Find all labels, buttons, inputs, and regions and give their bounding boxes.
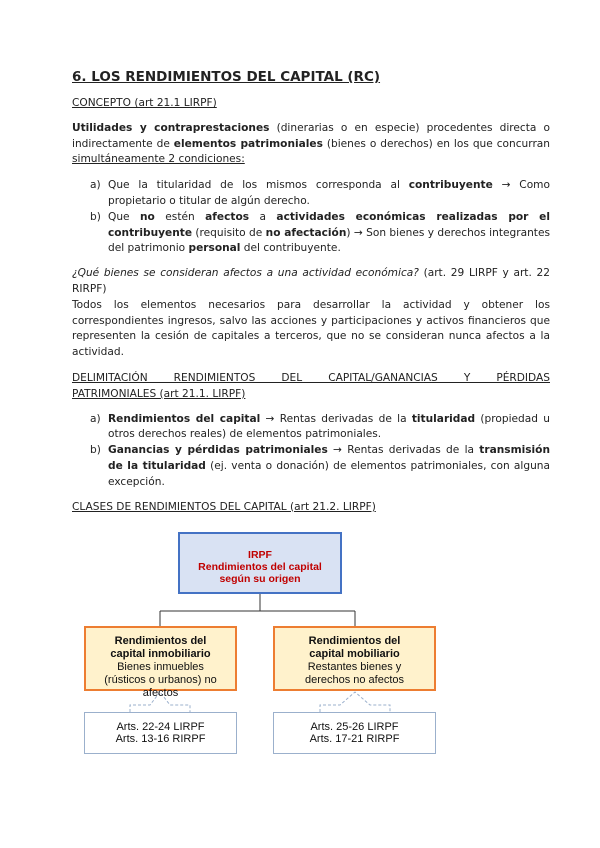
list-text: Que no estén afectos a actividades económicas realizadas por el contribuyente (requisito de no afectación) → Son bienes y derechos integrantes del patrimonio personal del contribuyente. bbox=[108, 210, 550, 255]
diagram-text: Arts. 17-21 RIRPF bbox=[309, 733, 400, 745]
concepto-list bbox=[90, 178, 550, 257]
document-page bbox=[72, 68, 550, 524]
diagram-arts-left bbox=[84, 712, 237, 754]
list-label: a) bbox=[90, 179, 101, 192]
list-label: b) bbox=[90, 444, 101, 457]
diagram-text: capital inmobiliario bbox=[110, 648, 211, 660]
list-item bbox=[90, 412, 550, 444]
list-label: a) bbox=[90, 412, 101, 425]
diagram-text: Rendimientos del bbox=[114, 635, 207, 647]
callout-right bbox=[320, 692, 390, 712]
delimitacion-list bbox=[90, 412, 550, 491]
list-item bbox=[90, 210, 550, 257]
concepto-paragraph bbox=[72, 121, 550, 168]
clases-heading: CLASES DE RENDIMIENTOS DEL CAPITAL (art 21.2. LIRPF) bbox=[72, 500, 376, 513]
diagram-text: capital mobiliario bbox=[309, 648, 400, 660]
delimitacion-heading-line1: DELIMITACIÓN RENDIMIENTOS DEL CAPITAL/GANANCIAS Y PÉRDIDAS bbox=[72, 371, 550, 384]
page-title: 6. LOS RENDIMIENTOS DEL CAPITAL (RC) bbox=[72, 69, 381, 85]
text-underlined: simultáneamente 2 condiciones: bbox=[72, 153, 245, 166]
concepto-heading: CONCEPTO (art 21.1 LIRPF) bbox=[72, 97, 217, 109]
text-bold: elementos patrimoniales bbox=[173, 137, 323, 150]
diagram-text: Rendimientos del capital bbox=[198, 561, 322, 573]
list-text: Que la titularidad de los mismos corresponda al contribuyente → Como propietario o titular de algún derecho. bbox=[108, 179, 550, 207]
diagram-arts-right bbox=[273, 712, 436, 754]
text: (bienes o derechos) en los que concurran bbox=[322, 137, 551, 150]
diagram-inmobiliario-box bbox=[84, 626, 237, 699]
diagram-text: según su origen bbox=[219, 573, 301, 585]
list-text: Rendimientos del capital → Rentas derivadas de la titularidad (propiedad u otros derechos reales) de elementos patrimoniales. bbox=[108, 412, 551, 441]
diagram-text: derechos no afectos bbox=[304, 674, 405, 686]
text-bold: Utilidades y contraprestaciones bbox=[72, 121, 270, 134]
list-item bbox=[90, 178, 550, 210]
diagram-text: IRPF bbox=[248, 549, 272, 561]
delimitacion-heading-line2: PATRIMONIALES (art 21.1. LIRPF) bbox=[72, 387, 246, 400]
afectos-question: ¿Qué bienes se consideran afectos a una actividad económica? (art. 29 LIRPF y art. 22 RIRPF) bbox=[72, 267, 550, 295]
diagram-text: Arts. 22-24 LIRPF bbox=[116, 721, 205, 733]
list-label: b) bbox=[90, 210, 101, 223]
list-item bbox=[90, 443, 550, 490]
diagram-text: Restantes bienes y bbox=[307, 661, 402, 673]
afectos-body: Todos los elementos necesarios para desarrollar la actividad y obtener los correspondientes ingresos, salvo las acciones y participaciones y activos financieros que representen la cesión de capitales a terceros, que no se consideran nunca afectos a la actividad. bbox=[72, 298, 550, 359]
diagram-text: Arts. 13-16 RIRPF bbox=[115, 733, 206, 745]
diagram-root-box bbox=[178, 532, 342, 594]
diagram-mobiliario-box bbox=[273, 626, 436, 691]
list-text: Ganancias y pérdidas patrimoniales → Rentas derivadas de la transmisión de la titularidad (ej. venta o donación) de elementos patrimoniales, con alguna excepción. bbox=[108, 444, 550, 488]
diagram-text: Bienes inmuebles bbox=[117, 661, 204, 673]
text: (dinerarias o en especie) procedentes directa o indirectamente de bbox=[72, 121, 550, 150]
diagram-text: (rústicos o urbanos) no afectos bbox=[104, 674, 217, 699]
diagram-text: Arts. 25-26 LIRPF bbox=[310, 721, 399, 733]
diagram-text: Rendimientos del bbox=[308, 635, 401, 647]
